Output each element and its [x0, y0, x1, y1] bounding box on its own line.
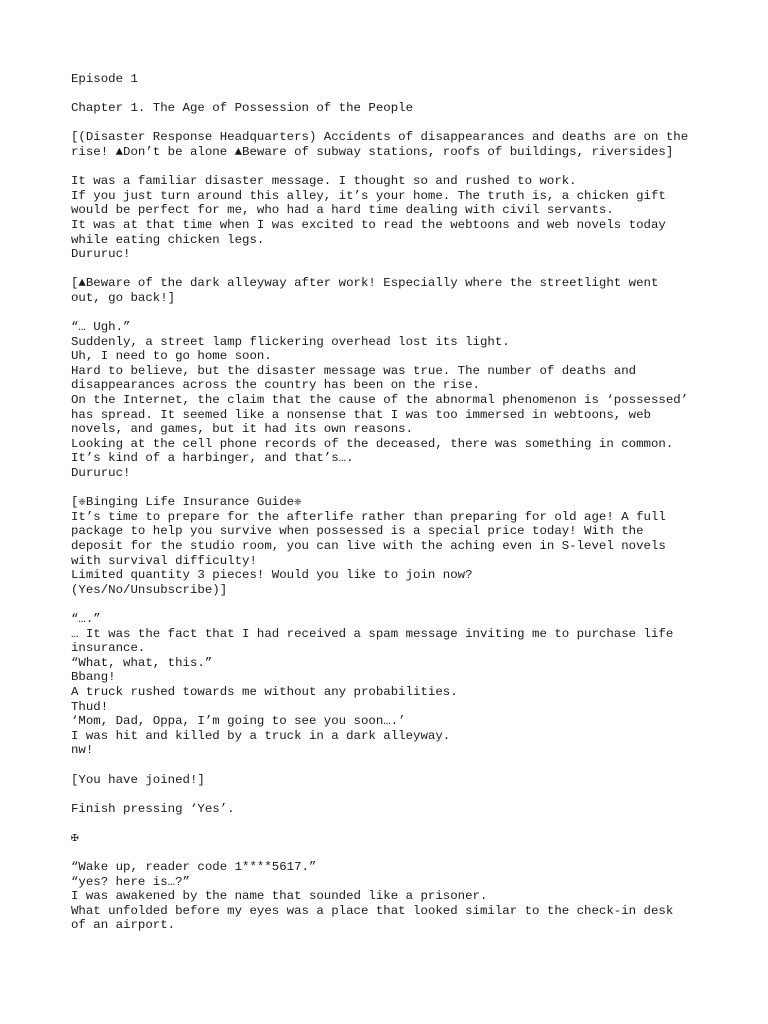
text-line: insurance.	[71, 641, 146, 656]
text-line: I was awakened by the name that sounded like a prisoner.	[71, 889, 488, 904]
text-line: out, go back!]	[71, 290, 176, 305]
scene-separator: ✠	[71, 830, 79, 845]
spacer	[71, 787, 711, 802]
text-line: of an airport.	[71, 918, 176, 933]
spacer	[71, 306, 711, 321]
spacer	[71, 481, 711, 496]
text-line: “yes? here is…?”	[71, 874, 190, 889]
text-line: If you just turn around this alley, it’s your home. The truth is, a chicken gift	[71, 188, 666, 203]
paragraph-insurance-message	[71, 495, 711, 597]
text-line: It was a familiar disaster message. I thought so and rushed to work.	[71, 174, 577, 189]
text-line: Suddenly, a street lamp flickering overhead lost its light.	[71, 334, 510, 349]
text-line: “… Ugh.”	[71, 320, 131, 335]
paragraph-disaster-message-2	[71, 276, 711, 305]
text-line: Thud!	[71, 699, 109, 714]
spacer	[71, 116, 711, 131]
paragraph-narration-3	[71, 612, 711, 758]
text-line: [You have joined!]	[71, 772, 205, 787]
text-line: “Wake up, reader code 1****5617.”	[71, 860, 317, 875]
episode-heading: Episode 1	[71, 72, 138, 86]
paragraph-narration-2	[71, 320, 711, 481]
paragraph-narration-1	[71, 174, 711, 262]
text-line: (Yes/No/Unsubscribe)]	[71, 582, 228, 597]
text-line: package to help you survive when possessed is a special price today! With the	[71, 524, 644, 539]
text-line: would be perfect for me, who had a hard time dealing with civil servants.	[71, 203, 614, 218]
text-line: [(Disaster Response Headquarters) Accidents of disappearances and deaths are on the	[71, 130, 689, 145]
text-line: “What, what, this.”	[71, 655, 213, 670]
document-page	[71, 72, 711, 933]
text-line: Dururuc!	[71, 247, 131, 262]
text-line: A truck rushed towards me without any probabilities.	[71, 684, 458, 699]
text-line: Uh, I need to go home soon.	[71, 349, 272, 364]
text-line: [▲Beware of the dark alleyway after work! Especially where the streetlight went	[71, 276, 659, 291]
paragraph-disaster-message-1	[71, 130, 711, 159]
spacer	[71, 816, 711, 831]
text-line: It’s kind of a harbinger, and that’s….	[71, 451, 354, 466]
text-line: … It was the fact that I had received a spam message inviting me to purchase life	[71, 626, 674, 641]
spacer	[71, 160, 711, 175]
text-line: [❈Binging Life Insurance Guide❈	[71, 495, 302, 510]
text-line: ‘Mom, Dad, Oppa, I’m going to see you soon….’	[71, 714, 406, 729]
text-line: What unfolded before my eyes was a place that looked similar to the check-in desk	[71, 903, 674, 918]
text-line: disappearances across the country has been on the rise.	[71, 378, 480, 393]
text-line: Hard to believe, but the disaster message was true. The number of deaths and	[71, 363, 637, 378]
text-line: deposit for the studio room, you can live with the aching even in S-level novels	[71, 539, 666, 553]
text-line: It was at that time when I was excited to read the webtoons and web novels today	[71, 217, 666, 232]
chapter-title: Chapter 1. The Age of Possession of the People	[71, 101, 414, 116]
text-line: novels, and games, but it had its own reasons.	[71, 422, 414, 437]
paragraph-narration-4	[71, 860, 711, 933]
text-line: rise! ▲Don’t be alone ▲Beware of subway stations, roofs of buildings, riversides]	[71, 144, 674, 159]
text-line: Finish pressing ‘Yes’.	[71, 801, 235, 816]
text-line: has spread. It seemed like a nonsense that I was too immersed in webtoons, web	[71, 407, 651, 422]
text-line: Dururuc!	[71, 466, 131, 481]
text-line: Bbang!	[71, 670, 116, 685]
spacer	[71, 845, 711, 860]
spacer	[71, 597, 711, 612]
text-line: “….”	[71, 611, 101, 626]
text-line: Limited quantity 3 pieces! Would you like to join now?	[71, 568, 473, 583]
text-line: On the Internet, the claim that the cause of the abnormal phenomenon is ‘possessed’	[71, 393, 689, 408]
text-line: while eating chicken legs.	[71, 232, 265, 247]
text-line: nw!	[71, 743, 94, 758]
text-line: I was hit and killed by a truck in a dark alleyway.	[71, 728, 451, 743]
spacer	[71, 758, 711, 773]
text-line: Looking at the cell phone records of the deceased, there was something in common.	[71, 436, 674, 451]
text-line: with survival difficulty!	[71, 553, 257, 568]
spacer	[71, 87, 711, 102]
spacer	[71, 262, 711, 277]
text-line: It’s time to prepare for the afterlife rather than preparing for old age! A full	[71, 509, 666, 524]
